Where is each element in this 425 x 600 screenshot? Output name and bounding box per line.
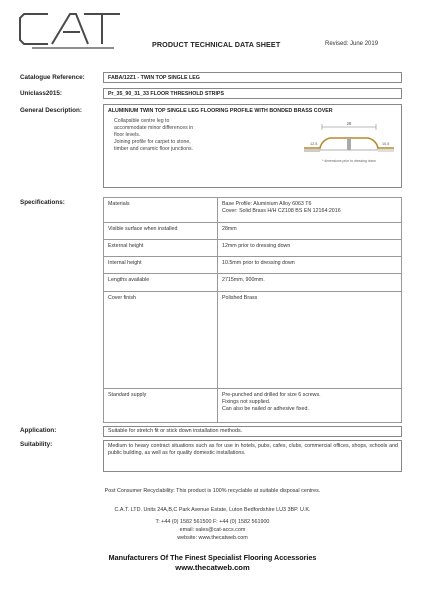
spec-value [218, 389, 402, 423]
application-value: Suitable for stretch fit or stick down installation methods. [108, 428, 243, 434]
uniclass-label: Uniclass2015: [20, 90, 63, 97]
recyclability-note: Post Consumer Recyclability: This product is 100% recyclable at suitable disposal centres. [104, 488, 321, 494]
uniclass-value: Pr_35_90_31_33 FLOOR THRESHOLD STRIPS [108, 91, 224, 97]
spec-value-line: 2715mm, 900mm. [222, 276, 265, 283]
diagram-right-height: 10.5 [382, 142, 390, 146]
spec-value-line: 28mm [222, 225, 237, 232]
company-email[interactable]: email: sales@cat-accs.com [179, 527, 246, 533]
spec-key: Cover finish [104, 291, 218, 388]
catalogue-label: Catalogue Reference: [20, 74, 85, 81]
company-website[interactable]: website: www.thecatweb.com [177, 535, 248, 541]
company-logo [18, 10, 122, 52]
spec-key: Internal height [104, 256, 218, 273]
spec-value-line: 10.5mm prior to dressing down [222, 259, 295, 266]
revised-date: Revised: June 2019 [325, 41, 379, 47]
spec-value-line: Cover: Solid Brass H/H CZ108 BS EN 12164:2016 [222, 207, 341, 214]
description-line: accommodate minor differences in [114, 125, 194, 131]
spec-row [104, 198, 402, 223]
spec-value [218, 198, 402, 223]
spec-value-line: Polished Brass [222, 294, 258, 301]
profile-diagram [300, 118, 398, 168]
description-line: timber and ceramic floor junctions. [114, 146, 193, 152]
spec-value-line: Pre-punched and drilled for size 6 screws. [222, 392, 321, 399]
spec-value [218, 222, 402, 239]
spec-value [218, 291, 402, 388]
description-title: ALUMINIUM TWIN TOP SINGLE LEG FLOORING PROFILE WITH BONDED BRASS COVER [108, 108, 333, 114]
spec-value-line: Base Profile: Aluminium Alloy 6063 T6 [222, 201, 312, 207]
specifications-table [103, 197, 402, 423]
spec-row [104, 222, 402, 239]
spec-value-line: 12mm prior to dressing down [222, 242, 291, 249]
sheet-title: PRODUCT TECHNICAL DATA SHEET [152, 40, 281, 49]
spec-value [218, 256, 402, 273]
catalogue-value: FABA/12Z1 - TWIN TOP SINGLE LEG [108, 75, 200, 81]
specifications-label: Specifications: [20, 199, 65, 206]
description-line: Collapsible centre leg to [114, 118, 170, 124]
spec-key: Standard supply [104, 389, 218, 423]
spec-row [104, 239, 402, 256]
suitability-value: Medium to heavy contract situations such as for use in hotels, pubs, cafes, clubs, commercial offices, shops, schools and public building, as well as for quality domestic installations. [108, 443, 398, 456]
diagram-note: * dimensions prior to dressing down [322, 159, 376, 163]
description-label: General Description: [20, 107, 82, 114]
diagram-left-height: 12.5 [310, 142, 318, 146]
application-label: Application: [20, 427, 57, 434]
spec-key: Materials [104, 198, 218, 223]
spec-row [104, 273, 402, 291]
spec-value-line: Can also be nailed or adhesive fixed. [222, 405, 309, 412]
spec-value [218, 273, 402, 291]
spec-row [104, 389, 402, 423]
company-address: C.A.T. LTD. Units 24A,B,C Park Avenue Estate, Luton Bedfordshire LU3 3BP. U.K. [114, 507, 311, 513]
spec-row [104, 291, 402, 388]
description-line: Joining profile for carpet to stone, [114, 139, 191, 145]
footer-tagline: Manufacturers Of The Finest Specialist Flooring Accessories [108, 553, 317, 562]
company-phone: T: +44 (0) 1582 561500 F: +44 (0) 1582 561900 [155, 519, 270, 525]
spec-key: Lengths available [104, 273, 218, 291]
spec-value [218, 239, 402, 256]
spec-value-line: Fixings not supplied. [222, 398, 271, 405]
spec-row [104, 256, 402, 273]
spec-key: External height [104, 239, 218, 256]
diagram-width-label: 28 [346, 121, 352, 126]
suitability-label: Suitability: [20, 441, 53, 448]
description-line: floor levels. [114, 132, 141, 138]
footer-url[interactable]: www.thecatweb.com [175, 563, 250, 572]
spec-key: Visible surface when installed [104, 222, 218, 239]
